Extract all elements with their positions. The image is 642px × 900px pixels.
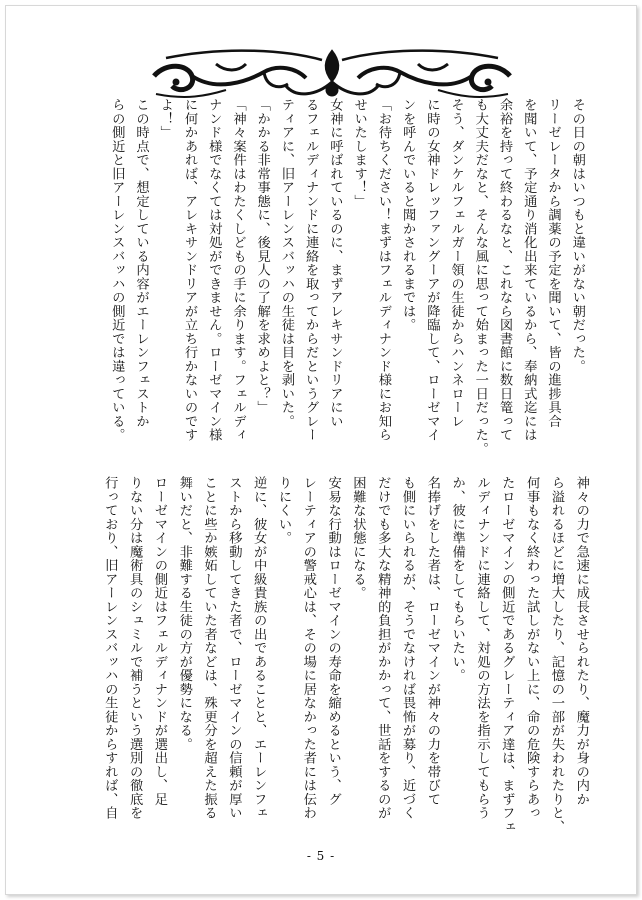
text-column: この時点で、想定している内容がエーレンフェストか (133, 98, 149, 428)
lower-text-block (102, 476, 589, 834)
text-column: か、彼に準備をしてもらいたい。 (449, 476, 465, 683)
text-column: たローゼマインの側近であるグレーティア達は、まずフェ (499, 476, 515, 834)
text-column: も大丈夫だなと、そんな風に思って始まった一日だった。 (472, 98, 488, 456)
text-column: だけでも多大な精神的負担がかかって、世話をするのが (375, 476, 391, 820)
text-column: 安易な行動はローゼマインの寿命を縮めるという、グ (325, 476, 341, 806)
text-column: よ！」 (157, 98, 173, 140)
text-column: 神々の力で急速に成長させられたり、魔力が身の内か (573, 476, 589, 806)
text-column: ティアに、旧アーレンスバッハの生徒は目を剥いた。 (278, 98, 294, 428)
text-column: に何かあれば、アレキサンドリアが立ち行かないのです (182, 98, 197, 442)
text-column: ストから移動してきた者で、ローゼマインの信頼が厚い (226, 476, 242, 820)
text-column: ら溢れるほどに増大したり、記憶の一部が失われたりと、 (548, 476, 564, 834)
page-number: - 5 - (306, 849, 336, 863)
text-column: 「神々案件はわたくしどもの手に余ります。フェルディ (230, 98, 246, 442)
text-column: りにくい。 (275, 476, 291, 545)
text-column: 困難な状態になる。 (350, 476, 366, 600)
text-column: を聞いて、予定通り消化出来ているから、奉納式迄には (521, 98, 537, 442)
text-column: 「かかる非常事態に、後見人の了解を求めよと？」 (254, 98, 270, 415)
text-column: ンを呼んでいると聞かされるまでは。 (400, 98, 416, 332)
text-column: ルディナンドに連絡して、対処の方法を指示してもらう (474, 476, 490, 820)
text-column: 余裕を持って終わるなと、これなら図書館に数日篭って (497, 98, 513, 442)
text-column: せいたします！」 (351, 98, 367, 208)
text-column: らの側近と旧アーレンスバッハの側近では違っている。 (109, 98, 125, 442)
text-column: 名捧げをした者は、ローゼマインが神々の力を帯びて (424, 476, 440, 806)
text-column: ローゼマインの側近はフェルディナンドが選出し、足 (151, 476, 167, 806)
text-column: 女神に呼ばれているのに、まずアレキサンドリアにい (327, 98, 343, 428)
text-column: 逆に、彼女が中級貴族の出であることと、エーレンフェ (251, 476, 267, 820)
upper-text-block (109, 98, 585, 456)
text-column: に時の女神ドレッファングーアが降臨して、ローゼマイ (424, 98, 440, 442)
text-column: ナンド様でなくては対処ができません。ローゼマイン様 (206, 98, 222, 442)
text-column: りない分は魔術具のシュミルで補うという選別の徹底を (127, 476, 143, 820)
text-column: リーゼレータから調薬の予定を聞いて、皆の進捗具合 (545, 98, 561, 428)
text-column: ことに些か嫉妬していた者などは、殊更分を超えた振る (201, 476, 217, 820)
text-column: レーティアの警戒心は、その場に居なかった者には伝わ (300, 476, 316, 820)
text-column: 何事もなく終わった試しがない上に、命の危険すらあっ (524, 476, 540, 820)
ornament-header (146, 42, 518, 106)
text-column: るフェルディナンドに連絡を取ってからだというグレー (303, 98, 319, 442)
text-column: そう、ダンケルフェルガー領の生徒からハンネローレ (448, 98, 464, 428)
page-sheet (5, 5, 637, 895)
text-column: その日の朝はいつもと違いがない朝だった。 (569, 98, 585, 373)
text-column: 舞いだと、非難する生徒の方が優勢になる。 (176, 476, 192, 751)
text-column: 「お待ちください！まずはフェルディナンド様にお知ら (375, 98, 391, 442)
text-column: も側にいられるが、そうでなければ畏怖が募り、近づく (400, 476, 416, 820)
text-column: 行っており、旧アーレンスバッハの生徒からすれば、自 (102, 476, 118, 820)
